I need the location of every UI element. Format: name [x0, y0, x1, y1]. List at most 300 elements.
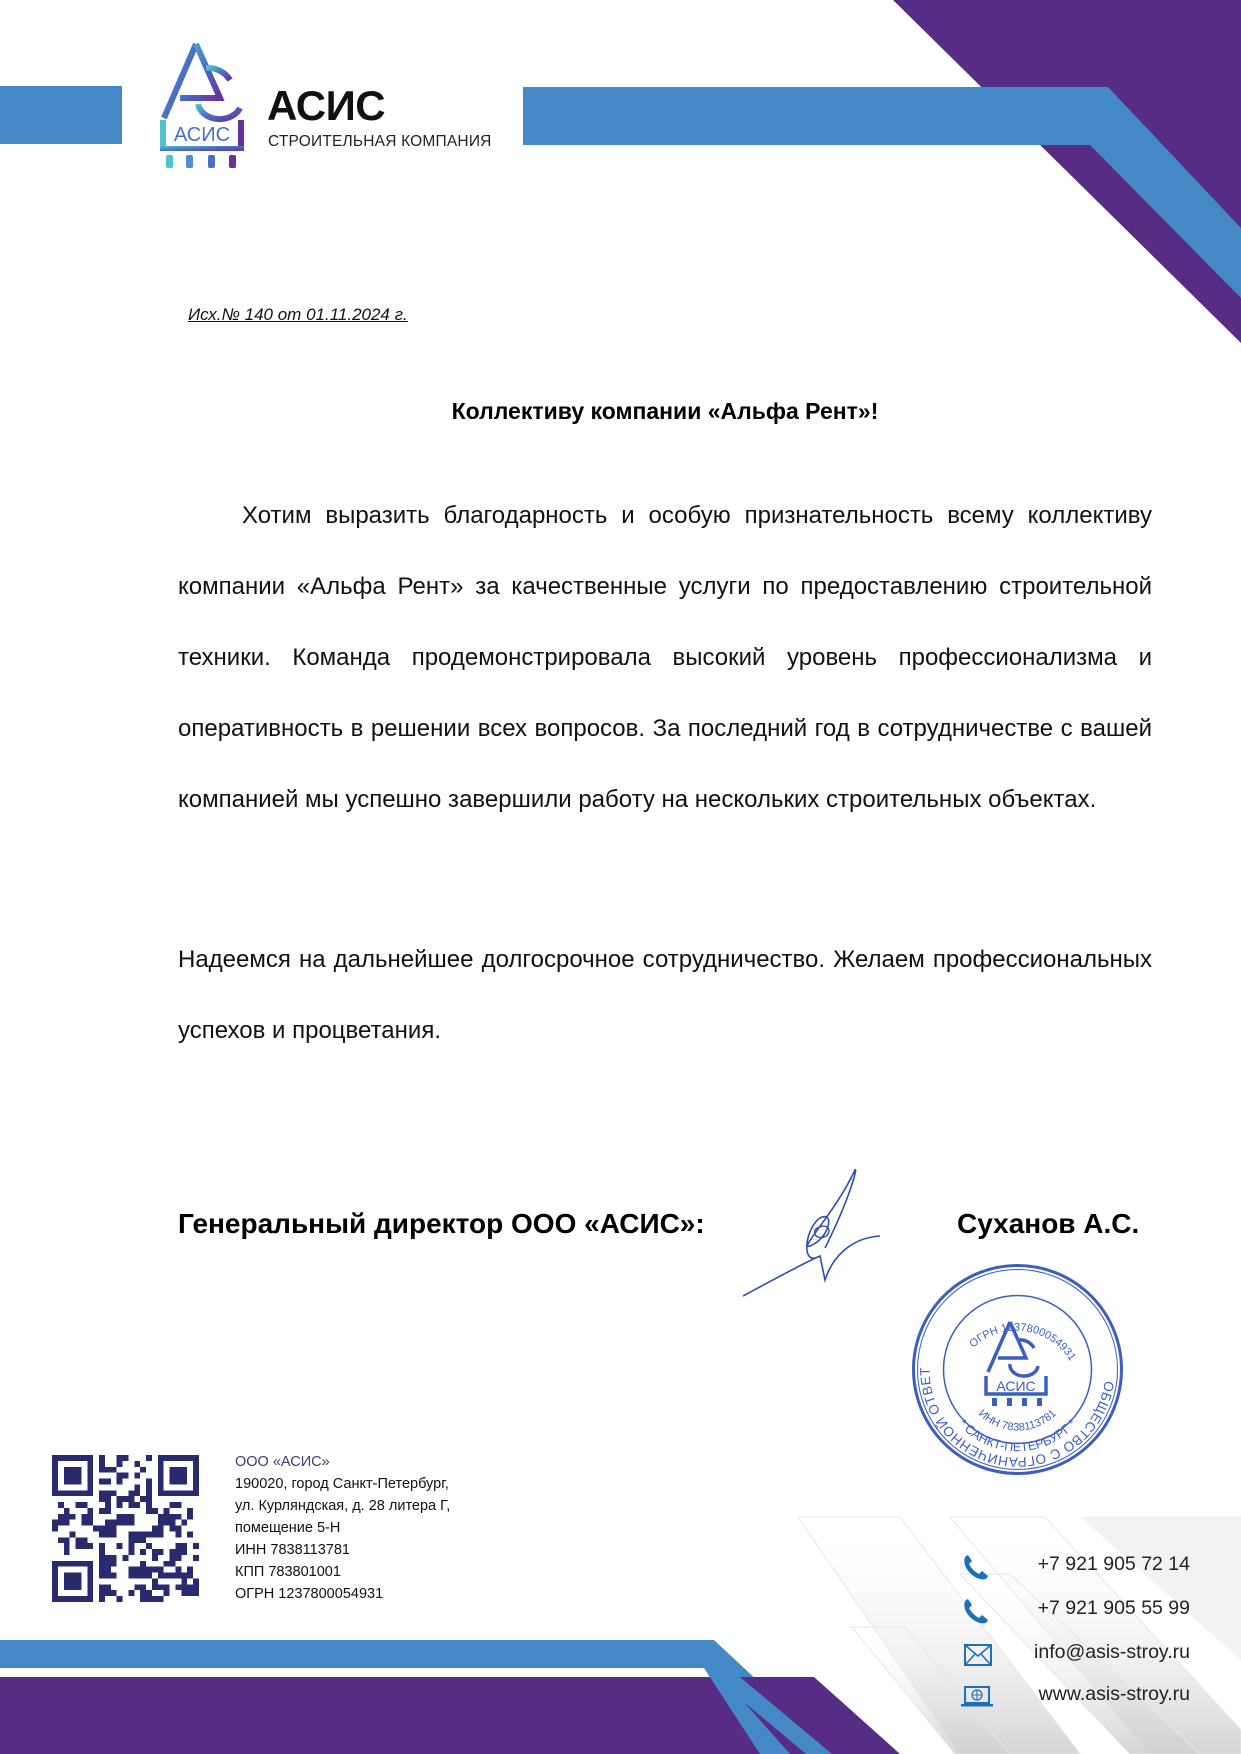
qr-module: [81, 1537, 87, 1543]
signatory-name: Суханов А.С.: [957, 1208, 1140, 1239]
qr-module: [99, 1549, 105, 1555]
qr-module: [117, 1455, 123, 1461]
qr-module: [70, 1479, 76, 1485]
qr-module: [187, 1514, 193, 1520]
top-right-purple-shape: [893, 0, 1241, 343]
qr-module: [111, 1520, 117, 1526]
website-link[interactable]: www.asis-stroy.ru: [1038, 1683, 1190, 1705]
qr-module: [64, 1467, 70, 1473]
qr-module: [193, 1490, 199, 1496]
qr-module: [99, 1590, 105, 1596]
qr-module: [152, 1578, 158, 1584]
qr-module: [99, 1573, 105, 1579]
qr-module: [146, 1496, 152, 1502]
qr-module: [146, 1455, 152, 1461]
qr-module: [193, 1479, 199, 1485]
qr-module: [70, 1455, 76, 1461]
qr-module: [193, 1555, 199, 1561]
qr-module: [158, 1526, 164, 1532]
qr-module: [64, 1473, 70, 1479]
qr-module: [99, 1531, 105, 1537]
qr-module: [58, 1596, 64, 1602]
qr-module: [175, 1526, 181, 1532]
qr-module: [87, 1561, 93, 1567]
qr-module: [158, 1584, 164, 1590]
qr-module: [99, 1596, 105, 1602]
qr-module: [52, 1490, 58, 1496]
qr-module: [175, 1502, 181, 1508]
qr-module: [164, 1490, 170, 1496]
qr-module: [158, 1479, 164, 1485]
qr-module: [117, 1514, 123, 1520]
qr-module: [52, 1455, 58, 1461]
qr-module: [134, 1490, 140, 1496]
qr-module: [175, 1473, 181, 1479]
qr-module: [152, 1567, 158, 1573]
qr-module: [87, 1484, 93, 1490]
qr-module: [181, 1520, 187, 1526]
qr-module: [170, 1479, 176, 1485]
qr-module: [134, 1502, 140, 1508]
stamp-city-text: * САНКТ-ПЕТЕРБУРГ *: [955, 1416, 1080, 1455]
qr-module: [187, 1531, 193, 1537]
qr-module: [52, 1584, 58, 1590]
qr-module: [111, 1467, 117, 1473]
qr-module: [52, 1561, 58, 1567]
qr-module: [70, 1596, 76, 1602]
qr-module: [123, 1473, 129, 1479]
qr-module: [52, 1578, 58, 1584]
qr-module: [64, 1514, 70, 1520]
qr-module: [81, 1502, 87, 1508]
qr-module: [193, 1484, 199, 1490]
footer-address-line: ул. Курляндская, д. 28 литера Г,: [235, 1498, 451, 1514]
letter-paragraph: Надеемся на дальнейшее долгосрочное сотрудничество. Желаем профессиональных успехов и процветания.: [178, 946, 1152, 1044]
qr-module: [158, 1549, 164, 1555]
qr-module: [187, 1508, 193, 1514]
qr-module: [52, 1573, 58, 1579]
qr-module: [99, 1561, 105, 1567]
qr-module: [52, 1590, 58, 1596]
qr-module: [64, 1561, 70, 1567]
footer-address-line: 190020, город Санкт-Петербург,: [235, 1476, 449, 1492]
qr-module: [193, 1590, 199, 1596]
qr-module: [70, 1467, 76, 1473]
qr-module: [64, 1490, 70, 1496]
qr-module: [76, 1578, 82, 1584]
qr-module: [181, 1490, 187, 1496]
qr-module: [76, 1455, 82, 1461]
qr-module: [140, 1531, 146, 1537]
qr-module: [81, 1490, 87, 1496]
qr-module: [170, 1514, 176, 1520]
qr-module: [99, 1461, 105, 1467]
signatory-title: Генеральный директор ООО «АСИС»:: [178, 1208, 705, 1239]
qr-module: [111, 1490, 117, 1496]
qr-module: [76, 1490, 82, 1496]
qr-module: [99, 1555, 105, 1561]
qr-module: [52, 1479, 58, 1485]
qr-module: [87, 1455, 93, 1461]
laptop-globe-icon: [960, 1685, 994, 1709]
phone-link[interactable]: +7 921 905 55 99: [1037, 1597, 1190, 1619]
qr-module: [181, 1584, 187, 1590]
qr-module: [64, 1479, 70, 1485]
contact-email: [960, 1641, 1190, 1671]
qr-module: [81, 1514, 87, 1520]
qr-module: [111, 1561, 117, 1567]
qr-module: [105, 1479, 111, 1485]
qr-module: [193, 1543, 199, 1549]
qr-module: [87, 1596, 93, 1602]
qr-module: [117, 1461, 123, 1467]
qr-module: [70, 1473, 76, 1479]
qr-module: [164, 1573, 170, 1579]
qr-module: [70, 1561, 76, 1567]
qr-module: [58, 1537, 64, 1543]
qr-module: [140, 1573, 146, 1579]
qr-module: [117, 1543, 123, 1549]
footer-inn: ИНН 7838113781: [235, 1542, 350, 1558]
qr-module: [58, 1561, 64, 1567]
qr-module: [158, 1520, 164, 1526]
qr-module: [140, 1561, 146, 1567]
qr-module: [140, 1590, 146, 1596]
qr-module: [81, 1561, 87, 1567]
qr-module: [64, 1584, 70, 1590]
qr-module: [76, 1543, 82, 1549]
stamp-inn-text: ИНН 7838113781: [976, 1407, 1059, 1434]
qr-module: [64, 1543, 70, 1549]
qr-module: [193, 1473, 199, 1479]
qr-module: [134, 1531, 140, 1537]
qr-module: [175, 1543, 181, 1549]
qr-module: [140, 1596, 146, 1602]
qr-module: [81, 1596, 87, 1602]
qr-module: [64, 1549, 70, 1555]
qr-module: [158, 1461, 164, 1467]
qr-module: [105, 1573, 111, 1579]
qr-module: [64, 1596, 70, 1602]
qr-module: [181, 1543, 187, 1549]
qr-module: [128, 1573, 134, 1579]
stamp-ring-text: ОБЩЕСТВО С ОГРАНИЧЕННОЙ ОТВЕТ: [917, 1366, 1117, 1470]
qr-module: [146, 1490, 152, 1496]
handwritten-signature: [740, 1168, 890, 1303]
qr-module: [164, 1561, 170, 1567]
qr-module: [105, 1502, 111, 1508]
contact-phone-2: [960, 1597, 1190, 1627]
qr-module: [187, 1573, 193, 1579]
qr-module: [117, 1596, 123, 1602]
qr-module: [181, 1549, 187, 1555]
qr-module: [170, 1473, 176, 1479]
qr-module: [76, 1596, 82, 1602]
qr-module: [70, 1514, 76, 1520]
qr-module: [128, 1520, 134, 1526]
qr-module: [105, 1526, 111, 1532]
qr-module: [164, 1455, 170, 1461]
qr-module: [70, 1573, 76, 1579]
mail-icon: [964, 1644, 992, 1666]
qr-module: [128, 1490, 134, 1496]
qr-module: [105, 1508, 111, 1514]
qr-module: [193, 1584, 199, 1590]
company-requisites: [235, 1451, 450, 1605]
qr-module: [175, 1555, 181, 1561]
qr-module: [111, 1590, 117, 1596]
qr-module: [123, 1455, 129, 1461]
qr-module: [158, 1490, 164, 1496]
qr-module: [128, 1496, 134, 1502]
qr-module: [146, 1484, 152, 1490]
qr-module: [146, 1543, 152, 1549]
qr-module: [99, 1508, 105, 1514]
qr-module: [170, 1502, 176, 1508]
qr-module: [105, 1496, 111, 1502]
qr-module: [158, 1484, 164, 1490]
brand-subtitle: СТРОИТЕЛЬНАЯ КОМПАНИЯ: [268, 133, 492, 150]
qr-module: [181, 1578, 187, 1584]
qr-module: [99, 1526, 105, 1532]
qr-module: [175, 1567, 181, 1573]
footer-address-line: помещение 5-Н: [235, 1520, 341, 1536]
qr-module: [81, 1543, 87, 1549]
qr-module: [111, 1573, 117, 1579]
qr-module: [193, 1467, 199, 1473]
qr-module: [181, 1590, 187, 1596]
qr-module: [146, 1573, 152, 1579]
qr-module: [52, 1520, 58, 1526]
footer-kpp: КПП 783801001: [235, 1564, 341, 1580]
qr-module: [76, 1502, 82, 1508]
footer-ogrn: ОГРН 1237800054931: [235, 1586, 384, 1602]
qr-module: [105, 1584, 111, 1590]
qr-module: [52, 1461, 58, 1467]
qr-module: [87, 1508, 93, 1514]
qr-module: [111, 1531, 117, 1537]
qr-module: [181, 1573, 187, 1579]
qr-module: [52, 1526, 58, 1532]
qr-module: [187, 1584, 193, 1590]
qr-module: [58, 1490, 64, 1496]
qr-module: [99, 1543, 105, 1549]
qr-module: [128, 1543, 134, 1549]
qr-module: [175, 1549, 181, 1555]
qr-module: [158, 1573, 164, 1579]
qr-module: [123, 1520, 129, 1526]
qr-module: [164, 1508, 170, 1514]
qr-module: [128, 1537, 134, 1543]
qr-module: [99, 1455, 105, 1461]
qr-module: [105, 1467, 111, 1473]
qr-module: [99, 1567, 105, 1573]
qr-module: [105, 1567, 111, 1573]
qr-module: [81, 1455, 87, 1461]
logo-badge-text: АСИС: [173, 124, 231, 146]
qr-module: [175, 1531, 181, 1537]
qr-module: [175, 1490, 181, 1496]
qr-module: [146, 1590, 152, 1596]
qr-module: [123, 1496, 129, 1502]
qr-module: [81, 1520, 87, 1526]
qr-module: [175, 1514, 181, 1520]
qr-module: [87, 1514, 93, 1520]
stamp-badge-text: АСИС: [996, 1378, 1036, 1394]
qr-module: [52, 1567, 58, 1573]
letter-paragraph: Хотим выразить благодарность и особую признательность всему коллективу компании «Альфа Рент» за качественные услуги по предоставлению строительной техники. Команда продемонстрировала высокий уровень профессионализма и оперативность в решении всех вопросов. За последний год в сотрудничестве с вашей компанией мы успешно завершили работу на нескольких строительных объектах.: [178, 502, 1152, 813]
qr-module: [52, 1467, 58, 1473]
contact-website: [960, 1683, 1190, 1713]
qr-module: [134, 1584, 140, 1590]
qr-module: [181, 1479, 187, 1485]
qr-module: [87, 1520, 93, 1526]
qr-module: [158, 1467, 164, 1473]
qr-module: [87, 1490, 93, 1496]
qr-module: [99, 1479, 105, 1485]
qr-module: [152, 1549, 158, 1555]
qr-module: [105, 1555, 111, 1561]
qr-module: [70, 1531, 76, 1537]
qr-module: [140, 1549, 146, 1555]
qr-module: [170, 1549, 176, 1555]
qr-module: [87, 1479, 93, 1485]
qr-module: [187, 1490, 193, 1496]
qr-module: [170, 1555, 176, 1561]
qr-module: [175, 1584, 181, 1590]
qr-module: [193, 1455, 199, 1461]
qr-module: [99, 1467, 105, 1473]
qr-module: [140, 1567, 146, 1573]
phone-link[interactable]: +7 921 905 72 14: [1037, 1553, 1190, 1575]
qr-module: [187, 1590, 193, 1596]
qr-module: [164, 1584, 170, 1590]
qr-module: [64, 1537, 70, 1543]
qr-module: [64, 1520, 70, 1526]
qr-module: [128, 1549, 134, 1555]
qr-module: [76, 1467, 82, 1473]
qr-module: [70, 1490, 76, 1496]
qr-module: [58, 1520, 64, 1526]
qr-module: [128, 1502, 134, 1508]
stamp-ogrn-text: ОГРН 1237800054931: [967, 1321, 1079, 1363]
qr-module: [105, 1490, 111, 1496]
qr-module: [164, 1514, 170, 1520]
qr-module: [76, 1561, 82, 1567]
qr-module: [64, 1508, 70, 1514]
qr-module: [52, 1473, 58, 1479]
qr-module: [117, 1496, 123, 1502]
qr-module: [152, 1584, 158, 1590]
top-left-blue-bar: [0, 86, 122, 144]
qr-module: [170, 1455, 176, 1461]
qr-module: [76, 1573, 82, 1579]
qr-code[interactable]: [52, 1455, 199, 1602]
qr-module: [158, 1455, 164, 1461]
qr-module: [146, 1596, 152, 1602]
qr-module: [58, 1514, 64, 1520]
qr-module: [146, 1502, 152, 1508]
qr-module: [128, 1514, 134, 1520]
brand-name: АСИС: [267, 82, 386, 129]
qr-module: [52, 1596, 58, 1602]
qr-module: [158, 1596, 164, 1602]
outgoing-reference: Исх.№ 140 от 01.11.2024 г.: [188, 305, 408, 324]
qr-module: [99, 1490, 105, 1496]
qr-module: [146, 1479, 152, 1485]
qr-module: [76, 1537, 82, 1543]
company-stamp: [910, 1262, 1125, 1477]
qr-module: [175, 1573, 181, 1579]
qr-module: [87, 1573, 93, 1579]
qr-module: [152, 1526, 158, 1532]
qr-module: [87, 1473, 93, 1479]
qr-module: [134, 1484, 140, 1490]
qr-module: [99, 1496, 105, 1502]
qr-module: [76, 1479, 82, 1485]
qr-module: [134, 1567, 140, 1573]
qr-module: [152, 1531, 158, 1537]
qr-module: [105, 1590, 111, 1596]
company-logo: [158, 40, 248, 175]
qr-module: [111, 1526, 117, 1532]
qr-module: [87, 1461, 93, 1467]
qr-module: [105, 1561, 111, 1567]
qr-module: [140, 1496, 146, 1502]
qr-module: [87, 1567, 93, 1573]
qr-module: [93, 1526, 99, 1532]
qr-module: [152, 1596, 158, 1602]
qr-module: [70, 1584, 76, 1590]
qr-module: [105, 1531, 111, 1537]
qr-module: [181, 1467, 187, 1473]
logo-mark-icon: [158, 40, 248, 175]
qr-module: [170, 1520, 176, 1526]
qr-module: [170, 1467, 176, 1473]
qr-module: [193, 1461, 199, 1467]
qr-module: [146, 1508, 152, 1514]
qr-module: [64, 1578, 70, 1584]
qr-module: [52, 1484, 58, 1490]
qr-module: [64, 1573, 70, 1579]
qr-module: [87, 1590, 93, 1596]
qr-module: [117, 1520, 123, 1526]
qr-module: [134, 1573, 140, 1579]
qr-module: [164, 1590, 170, 1596]
qr-module: [158, 1514, 164, 1520]
qr-module: [76, 1473, 82, 1479]
qr-module: [170, 1561, 176, 1567]
svg-text:ИНН 7838113781: [976, 1407, 1059, 1433]
qr-module: [87, 1578, 93, 1584]
qr-module: [105, 1520, 111, 1526]
qr-module: [146, 1531, 152, 1537]
qr-module: [187, 1567, 193, 1573]
email-link[interactable]: info@asis-stroy.ru: [1034, 1641, 1190, 1663]
qr-module: [58, 1502, 64, 1508]
qr-module: [134, 1537, 140, 1543]
qr-module: [128, 1590, 134, 1596]
phone-icon: [960, 1597, 994, 1627]
qr-module: [181, 1473, 187, 1479]
qr-module: [140, 1537, 146, 1543]
qr-module: [170, 1573, 176, 1579]
footer-company-name: ООО «АСИС»: [235, 1454, 330, 1470]
qr-module: [123, 1555, 129, 1561]
qr-module: [128, 1531, 134, 1537]
qr-module: [117, 1473, 123, 1479]
addressee-heading: Коллективу компании «Альфа Рент»!: [451, 398, 879, 424]
